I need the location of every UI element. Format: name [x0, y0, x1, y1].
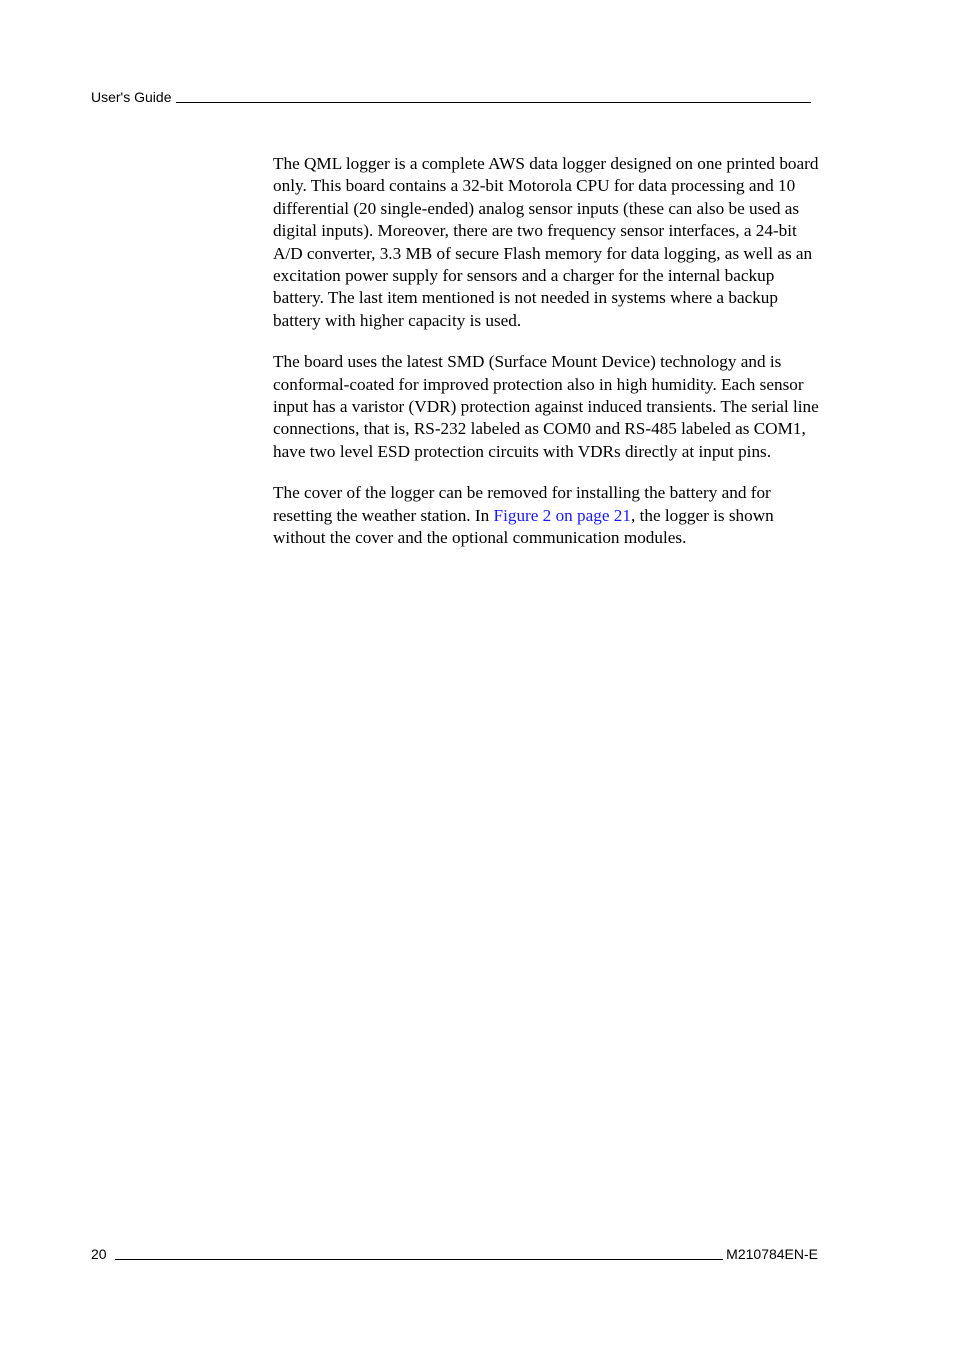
- page-header: [91, 86, 811, 106]
- document-code: M210784EN-E: [726, 1246, 818, 1262]
- header-rule: [176, 102, 811, 103]
- figure-2-link[interactable]: Figure 2 on page 21: [493, 505, 631, 525]
- page-number: 20: [91, 1246, 107, 1262]
- paragraph-board-technology: The board uses the latest SMD (Surface Mount Device) technology and is conformal-coated for improved protection also in high humidity. Each sensor input has a varistor (VDR) protection against induced transients. The serial line connections, that is, RS-232 labeled as COM0 and RS-485 labeled as COM1, have two level ESD protection circuits with VDRs directly at input pins.: [273, 352, 819, 461]
- main-content: [273, 153, 823, 569]
- page-footer: [91, 1243, 818, 1263]
- paragraph-logger-cover: [273, 482, 823, 549]
- footer-rule: [115, 1259, 724, 1260]
- paragraph-cover-text-end: , the logger is shown without the cover and the optional communication modules.: [273, 505, 774, 548]
- header-title: User's Guide: [91, 89, 172, 105]
- paragraph-qml-logger: The QML logger is a complete AWS data logger designed on one printed board only. This board contains a 32-bit Motorola CPU for data processing and 10 differential (20 single-ended) analog sensor inputs (these can also be used as digital inputs). Moreover, there are two frequency sensor interfaces, a 24-bit A/D converter, 3.3 MB of secure Flash memory for data logging, as well as an excitation power supply for sensors and a charger for the internal backup battery. The last item mentioned is not needed in systems where a backup battery with higher capacity is used.: [273, 154, 819, 330]
- paragraph-cover-text-start: The cover of the logger can be removed for installing the battery and for resetting the weather station. In: [273, 483, 771, 525]
